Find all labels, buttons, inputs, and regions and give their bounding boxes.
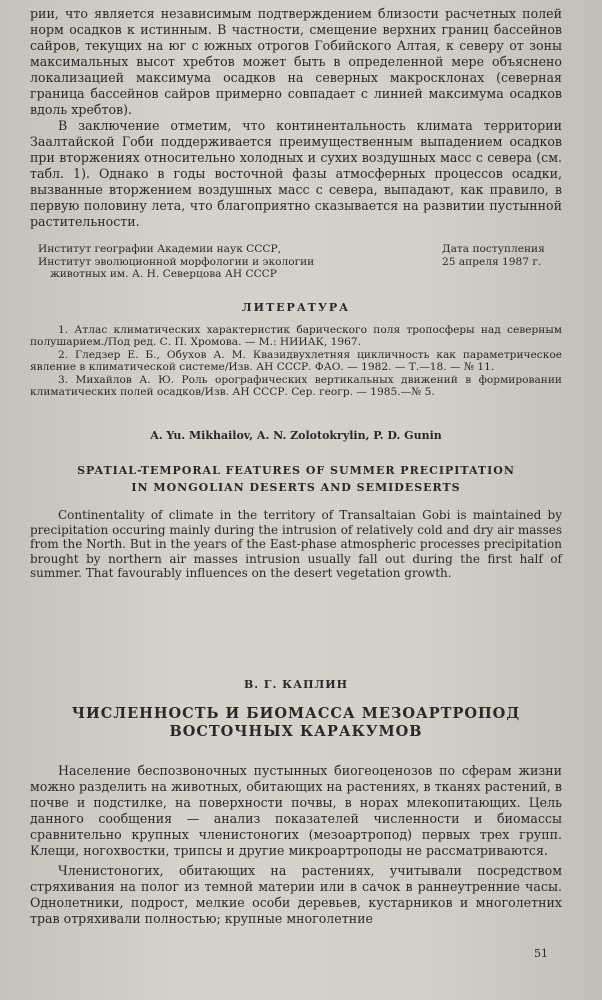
institutions: [30, 243, 368, 281]
reference-list: [30, 324, 562, 400]
body-paragraph-continued: рии, что является независимым подтверждением близости расчетных полей норм осадков к истинным. В частности, смещение верхних границ бассейнов сайров, текущих на юг с южных отрогов Гобийского Алтая, к северу от зоны максимальных высот хребтов может быть в определенной мере объяснено локализацией максимума осадков на северных макросклонах (северная граница бассейнов сайров примерно совпадает с линией максимума осадков вдоль хребтов).: [30, 6, 562, 117]
affiliation-block: [30, 243, 562, 281]
reference-item: 3. Михайлов А. Ю. Роль орографических вертикальных движений в формировании климатических полей осадков/Изв. АН СССР. Сер. геогр. — 1985.—№ 5.: [30, 373, 562, 399]
article-paragraph-2: Членистоногих, обитающих на растениях, учитывали посредством стряхивания на полог из темной материи или в сачок в раннеутренние часы. Однолетники, подрост, мелкие особи деревьев, кустарников и многолетних трав отряхивали полностью; крупные многолетние: [30, 863, 562, 927]
received-date: [442, 243, 562, 281]
reference-item: 1. Атлас климатических характеристик барического поля тропосферы над северным полушарием./Под ред. С. П. Хромова. — М.: НИИАК, 1967.: [30, 323, 562, 349]
article-paragraph-1: Население беспозвоночных пустынных биогеоценозов по сферам жизни можно разделить на животных, обитающих на растениях, в тканях растений, в почве и подстилке, на поверхности почвы, в норах млекопитающих. Цель данного сообщения — анализ показателей численности и биомассы сравнительно крупных членистоногих (мезоартропод) первых трех групп. Клещи, ногохвостки, трипсы и другие микроартроподы не рассматриваются.: [30, 763, 562, 859]
article-body: [30, 763, 562, 927]
article-title-line-1: ЧИСЛЕННОСТЬ И БИОМАССА МЕЗОАРТРОПОД: [71, 705, 521, 723]
english-title: [30, 462, 562, 496]
article-author: В. Г. КАПЛИН: [243, 678, 349, 692]
body-paragraph-conclusion: В заключение отметим, что континентальность климата территории Заалтайской Гоби поддерживается преимущественным выпадением осадков при вторжениях относительно холодных и сухих воздушных масс с севера (см. табл. 1). Однако в годы восточной фазы атмосферных процессов осадки, вызванные вторжением воздушных масс с севера, выпадают, как правило, в первую половину лета, что благоприятно сказывается на развитии пустынной растительности.: [30, 118, 562, 229]
received-date-value: 25 апреля 1987 г.: [442, 255, 542, 268]
institution-line-1: Институт географии Академии наук СССР,: [38, 243, 281, 255]
english-abstract-text: Continentality of climate in the territory of Transaltaian Gobi is maintained by precipitation occuring mainly during the intrusion of relatively cold and dry air masses from the North. But in the years of the East-phase atmospheric processes precipitation brought by northern air masses intrusion usually fall out during the first half of summer. That favourably influences on the desert vegetation growth.: [30, 508, 562, 581]
article-title: [30, 705, 562, 741]
english-abstract: [30, 508, 562, 581]
article-title-line-2: ВОСТОЧНЫХ КАРАКУМОВ: [169, 723, 423, 741]
page-number: 51: [534, 947, 548, 960]
institution-line-3: животных им. А. Н. Северцова АН СССР: [50, 268, 277, 280]
received-date-label: Дата поступления: [442, 243, 545, 255]
english-title-line-2: IN MONGOLIAN DESERTS AND SEMIDESERTS: [131, 481, 461, 495]
institution-line-2: Институт эволюционной морфологии и экологии: [38, 255, 315, 268]
literature-heading: ЛИТЕРАТУРА: [241, 300, 351, 314]
english-title-line-1: SPATIAL-TEMPORAL FEATURES OF SUMMER PRECIPITATION: [77, 464, 515, 478]
reference-item: 2. Гледзер Е. Б., Обухов А. М. Квазидвухлетняя цикличность как параметрическое явление в климатической системе/Изв. АН СССР. ФАО. — 1982. — Т.—18. — № 11.: [30, 348, 562, 374]
english-authors: A. Yu. Mikhailov, A. N. Zolotokrylin, P. D. Gunin: [150, 429, 442, 443]
